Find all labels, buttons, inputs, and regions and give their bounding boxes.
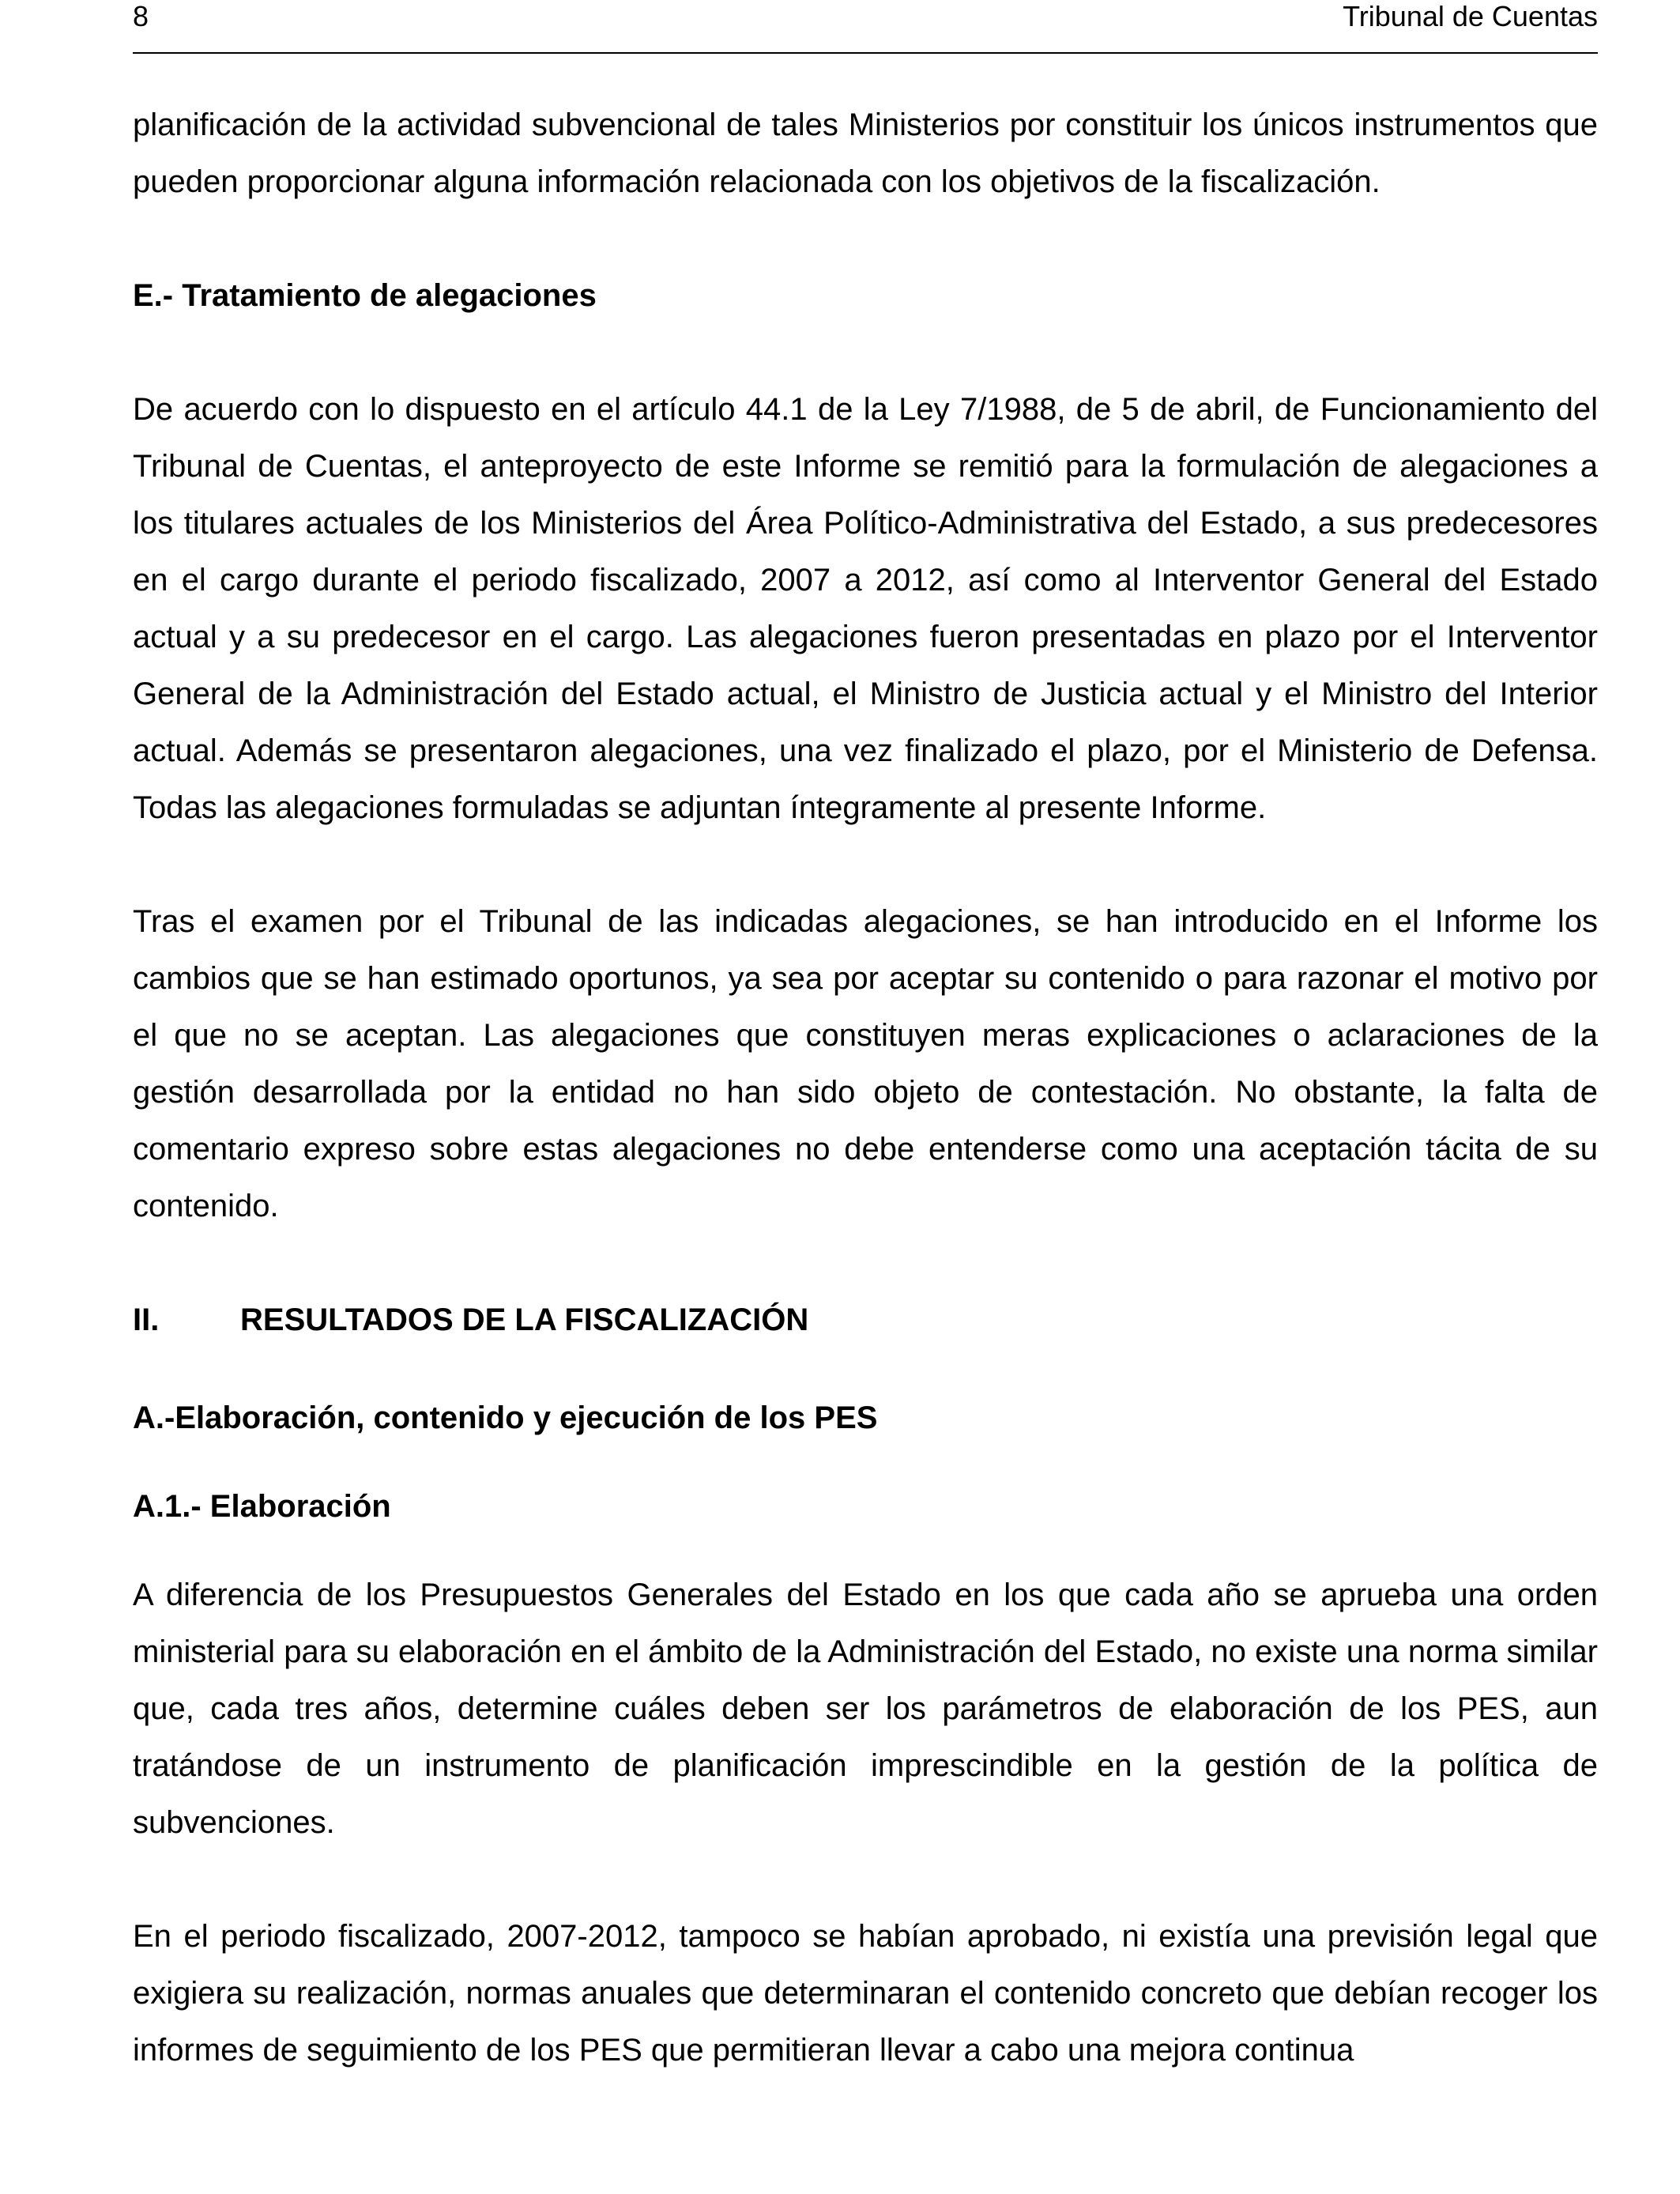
document-body [133, 96, 1598, 2079]
section-e-paragraph-2: Tras el examen por el Tribunal de las indicadas alegaciones, se han introducido en el Informe los cambios que se han estimado oportunos, ya sea por aceptar su contenido o para razonar el motivo por el que no se aceptan. Las alegaciones que constituyen meras explicaciones o aclaraciones de la gestión desarrollada por la entidad no han sido objeto de contestación. No obstante, la falta de comentario expreso sobre estas alegaciones no debe entenderse como una aceptación tácita de su contenido. [133, 904, 1598, 1223]
header-organization: Tribunal de Cuentas [1343, 0, 1598, 32]
section-a-heading: A.-Elaboración, contenido y ejecución de los PES [133, 1400, 878, 1435]
section-ii-number: II. [133, 1302, 160, 1337]
page-header [133, 0, 1598, 54]
section-a1-paragraph-2: En el periodo fiscalizado, 2007-2012, tampoco se habían aprobado, ni existía una previsión legal que exigiera su realización, normas anuales que determinaran el contenido concreto que debían recoger los informes de seguimiento de los PES que permitieran llevar a cabo una mejora continua [133, 1919, 1598, 2068]
section-a1-heading: A.1.- Elaboración [133, 1489, 391, 1524]
intro-paragraph: planificación de la actividad subvencional de tales Ministerios por constituir los únicos instrumentos que pueden proporcionar alguna información relacionada con los objetivos de la fiscalización. [133, 107, 1598, 199]
section-e-paragraph-1: De acuerdo con lo dispuesto en el artículo 44.1 de la Ley 7/1988, de 5 de abril, de Funcionamiento del Tribunal de Cuentas, el anteproyecto de este Informe se remitió para la formulación de alegaciones a los titulares actuales de los Ministerios del Área Político-Administrativa del Estado, a sus predecesores en el cargo durante el periodo fiscalizado, 2007 a 2012, así como al Interventor General del Estado actual y a su predecesor en el cargo. Las alegaciones fueron presentadas en plazo por el Interventor General de la Administración del Estado actual, el Ministro de Justicia actual y el Ministro del Interior actual. Además se presentaron alegaciones, una vez finalizado el plazo, por el Ministerio de Defensa. Todas las alegaciones formuladas se adjuntan íntegramente al presente Informe. [133, 392, 1598, 825]
page-number: 8 [133, 0, 149, 32]
section-ii-heading [133, 1291, 1598, 1348]
section-ii-title: RESULTADOS DE LA FISCALIZACIÓN [240, 1302, 809, 1337]
section-a1-paragraph-1: A diferencia de los Presupuestos Generales del Estado en los que cada año se aprueba una orden ministerial para su elaboración en el ámbito de la Administración del Estado, no existe una norma similar que, cada tres años, determine cuáles deben ser los parámetros de elaboración de los PES, aun tratándose de un instrumento de planificación imprescindible en la gestión de la política de subvenciones. [133, 1578, 1598, 1840]
section-e-heading: E.- Tratamiento de alegaciones [133, 278, 597, 313]
